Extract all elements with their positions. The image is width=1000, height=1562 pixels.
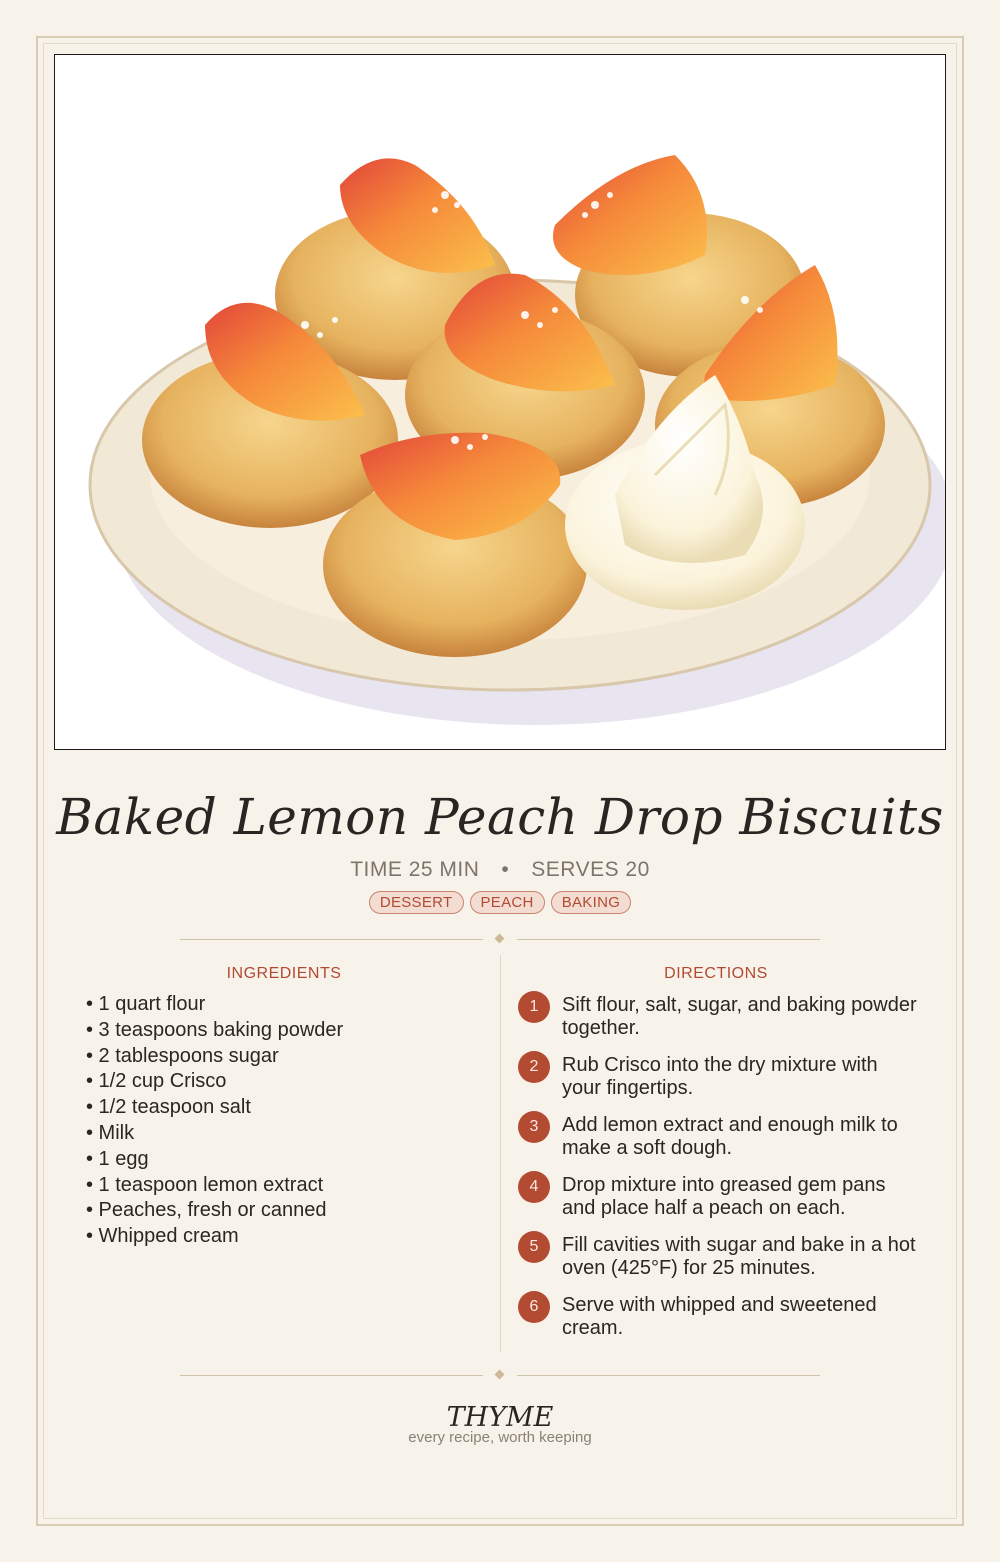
- ingredients-heading: INGREDIENTS: [226, 965, 342, 982]
- brand-tagline: every recipe, worth keeping: [408, 1429, 592, 1446]
- direction-step: [518, 1170, 928, 1230]
- step-number-badge: 3: [518, 1111, 550, 1143]
- step-number-badge: 5: [518, 1231, 550, 1263]
- list-item: • 2 tablespoons sugar: [86, 1044, 279, 1067]
- tag-baking[interactable]: BAKING: [551, 891, 631, 914]
- step-number-badge: 2: [518, 1051, 550, 1083]
- brand-logo: THYME: [446, 1402, 554, 1433]
- cook-time: TIME 25 MIN: [350, 858, 480, 881]
- tag-peach[interactable]: PEACH: [470, 891, 545, 914]
- directions-heading: DIRECTIONS: [664, 965, 768, 982]
- meta-separator: •: [501, 858, 510, 881]
- column-separator: [500, 955, 501, 1352]
- recipe-photo: [54, 54, 946, 750]
- direction-step: [518, 1290, 928, 1350]
- step-number-badge: 4: [518, 1171, 550, 1203]
- direction-step: [518, 1050, 928, 1110]
- step-text: Drop mixture into greased gem pans and place half a peach on each.: [562, 1174, 886, 1219]
- tag-list: [0, 891, 1000, 914]
- tag-dessert[interactable]: DESSERT: [369, 891, 464, 914]
- list-item: • 1/2 teaspoon salt: [86, 1096, 251, 1119]
- step-text: Fill cavities with sugar and bake in a hot oven (425°F) for 25 minutes.: [562, 1234, 916, 1279]
- servings: SERVES 20: [531, 858, 650, 881]
- peach-biscuits-illustration: [55, 55, 945, 749]
- divider-diamond-icon: [495, 934, 505, 944]
- direction-step: [518, 1230, 928, 1290]
- ingredient-list: [86, 992, 343, 1250]
- step-number-badge: 1: [518, 991, 550, 1023]
- step-text: Sift flour, salt, sugar, and baking powder together.: [562, 994, 917, 1039]
- divider-diamond-icon: [495, 1370, 505, 1380]
- direction-step: [518, 1110, 928, 1170]
- divider-top: [180, 933, 820, 945]
- list-item: • 3 teaspoons baking powder: [86, 1018, 344, 1041]
- recipe-meta: [0, 858, 1000, 882]
- direction-step: [518, 990, 928, 1050]
- list-item: • 1/2 cup Crisco: [86, 1070, 227, 1093]
- list-item: • Whipped cream: [86, 1225, 239, 1248]
- list-item: • Peaches, fresh or canned: [86, 1199, 327, 1222]
- list-item: • Milk: [86, 1121, 135, 1144]
- step-text: Rub Crisco into the dry mixture with your fingertips.: [562, 1054, 878, 1099]
- list-item: • 1 quart flour: [86, 993, 206, 1015]
- list-item: • 1 teaspoon lemon extract: [86, 1173, 324, 1196]
- recipe-title: Baked Lemon Peach Drop Biscuits: [56, 788, 944, 846]
- step-number-badge: 6: [518, 1291, 550, 1323]
- step-text: Add lemon extract and enough milk to make a soft dough.: [562, 1114, 898, 1159]
- step-text: Serve with whipped and sweetened cream.: [562, 1294, 877, 1339]
- list-item: • 1 egg: [86, 1147, 149, 1170]
- divider-bottom: [180, 1369, 820, 1381]
- direction-steps: [518, 990, 928, 1350]
